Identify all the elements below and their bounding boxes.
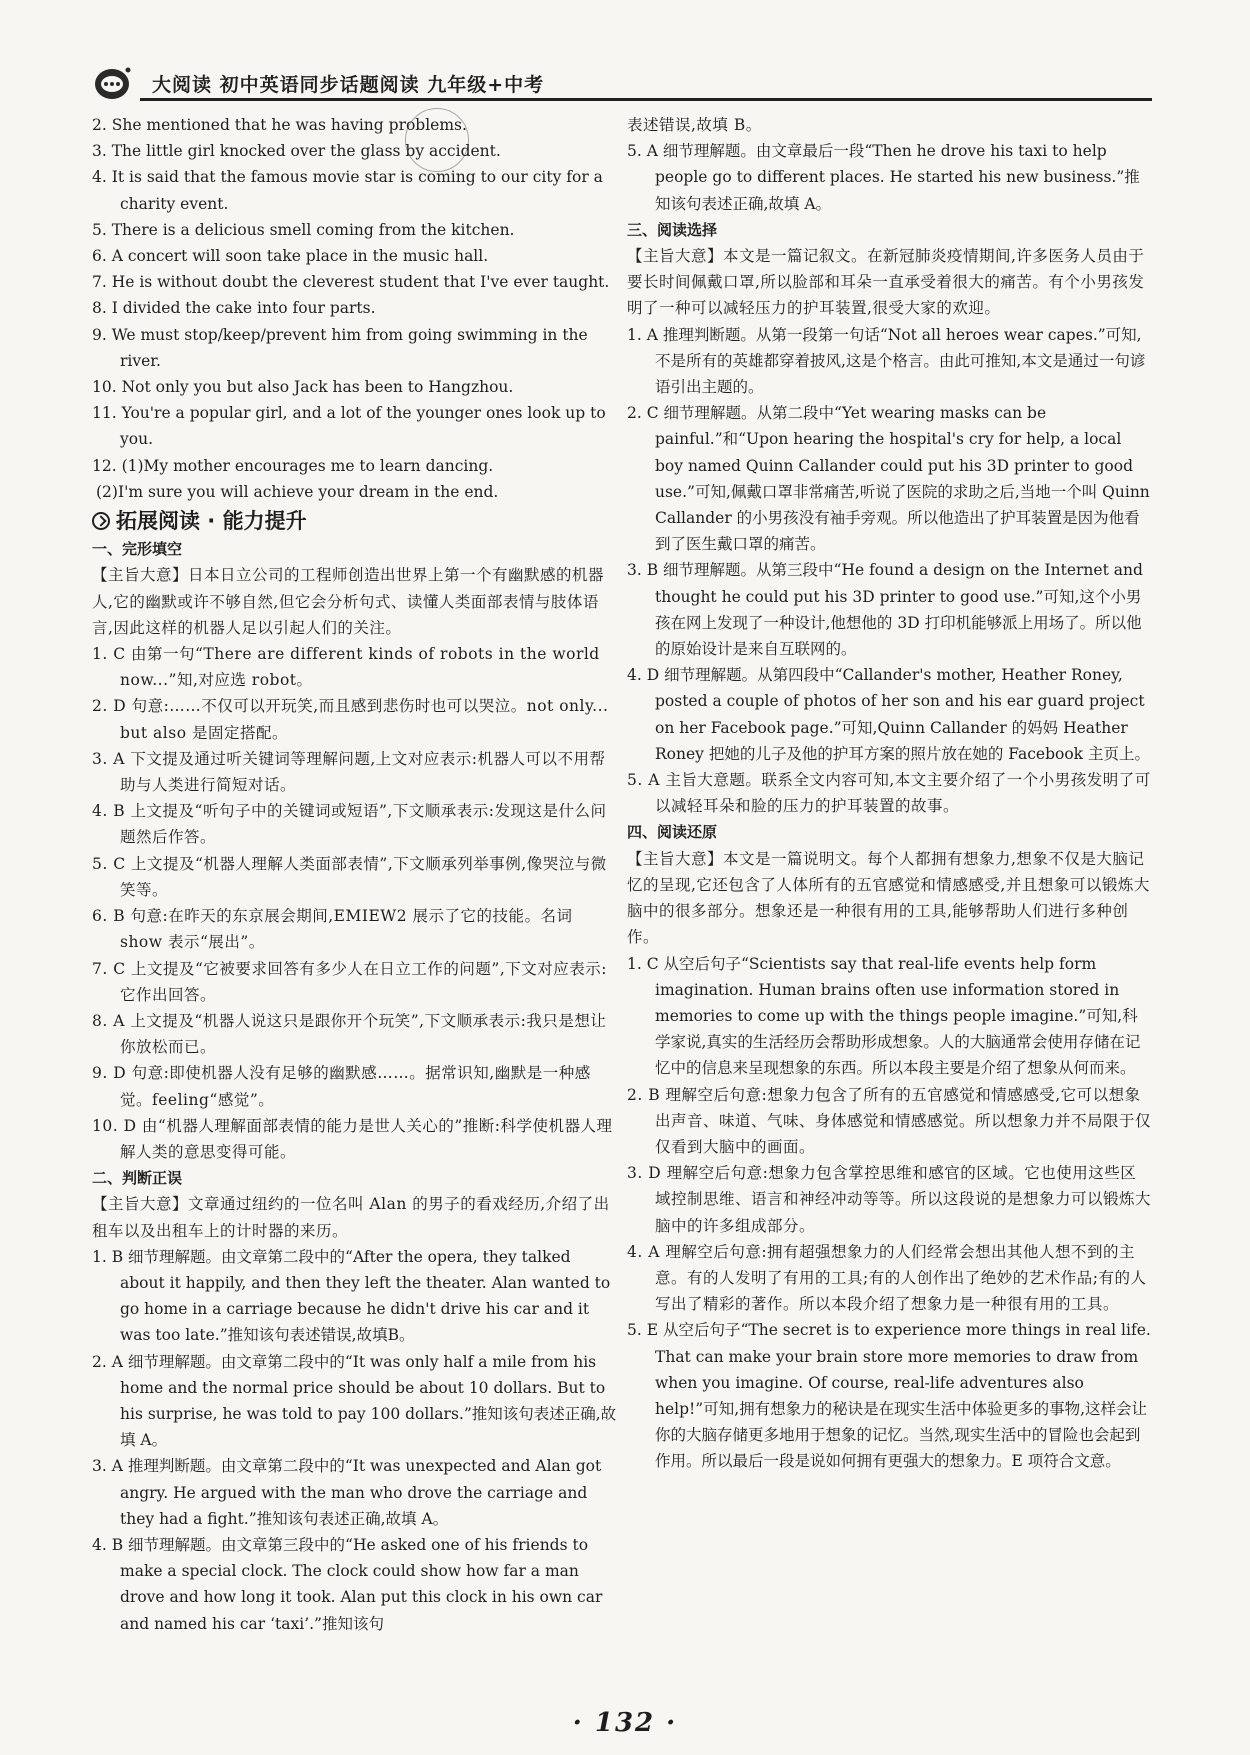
answer-item: 10. Not only you but also Jack has been to Hangzhou.: [92, 378, 514, 397]
answer-item: 5. There is a delicious smell coming from the kitchen.: [92, 220, 515, 239]
answer-item: 12. (1)My mother encourages me to learn dancing.: [92, 456, 494, 475]
answer-item: 3. D 理解空后句意:想象力包含掌控思维和感官的区域。它也使用这些区域控制思维、语言和神经冲动等等。所以这段说的是想象力可以锻炼大脑中的许多组成部分。: [627, 1164, 1152, 1235]
answer-item: 2. D 句意:……不仅可以开玩笑,而且感到悲伤时也可以哭泣。not only... but also 是固定搭配。: [92, 697, 609, 742]
answer-item: (2)I'm sure you will achieve your dream in the end.: [96, 482, 499, 501]
answer-item: 6. B 句意:在昨天的东京展会期间,EMIEW2 展示了它的技能。名词 show 表示“展出”。: [92, 907, 573, 952]
answer-item: 4. A 理解空后句意:拥有超强想象力的人们经常会想出其他人想不到的主意。有的人发明了有用的工具;有的人创作出了绝妙的艺术作品;有的人写出了精彩的著作。所以本段介绍了想象力是一种很有用的工具。: [627, 1242, 1147, 1314]
part-title: 四、阅读还原: [627, 823, 718, 842]
answer-item: 5. A 主旨大意题。联系全文内容可知,本文主要介绍了一个小男孩发明了可以减轻耳朵和脸的压力的护耳装置的故事。: [627, 771, 1151, 816]
answer-item: 3. B 细节理解题。从第三段中“He found a design on the Internet and thought he could put his 3D printer to good use.”可知,这个小男孩在网上发现了一种设计,他想他的 3D 打印机能够派上用场了。所以他的原始设计是来自互联网的。: [627, 561, 1143, 659]
answer-item: 8. A 上文提及“机器人说这只是跟你开个玩笑”,下文顺承表示:我只是想让你放松而已。: [92, 1011, 607, 1057]
answer-item: 1. B 细节理解题。由文章第二段中的“After the opera, they talked about it happily, and then they left the theater. Alan wanted to go home in a carriage because he didn't drive his car and it was too late.”推知该句表述错误,故填B。: [92, 1247, 611, 1345]
answer-item: 3. A 下文提及通过听关键词等理解问题,上文对应表示:机器人可以不用帮助与人类进行简短对话。: [92, 749, 606, 795]
main-idea: 【主旨大意】日本日立公司的工程师创造出世界上第一个有幽默感的机器人,它的幽默或许不够自然,但它会分析句式、读懂人类面部表情与肢体语言,因此这样的机器人足以引起人们的关注。: [92, 566, 605, 637]
answer-item: 1. C 由第一句“There are different kinds of robots in the world now...”知,对应选 robot。: [92, 645, 600, 690]
header-title: 大阅读 初中英语同步话题阅读 九年级+中考: [152, 74, 545, 96]
answer-item: 2. She mentioned that he was having problems.: [92, 116, 467, 134]
section-title: 拓展阅读 · 能力提升: [92, 508, 617, 534]
answer-item: 8. I divided the cake into four parts.: [92, 299, 376, 318]
part-title: 三、阅读选择: [627, 220, 718, 239]
answer-item: 11. You're a popular girl, and a lot of the younger ones look up to you.: [92, 404, 606, 449]
header-rule: [140, 98, 1152, 101]
book-logo-icon: [92, 64, 134, 102]
answer-item: 5. E 从空后句子“The secret is to experience more things in real life. That can make your brain store more memories to draw from when you imagine. Of course, real-life adventures also help!”可知,拥有想象力的秘诀是在现实生活中体验更多的事物,这样会让你的大脑存储更多地用于想象的记忆。当然,现实生活中的冒险也会起到作用。所以最后一段是说如何拥有更强大的想象力。E 项符合文意。: [627, 1321, 1151, 1471]
main-idea: 【主旨大意】文章通过纽约的一位名叫 Alan 的男子的看戏经历,介绍了出租车以及出租车上的计时器的来历。: [92, 1195, 610, 1240]
answer-item: 4. D 细节理解题。从第四段中“Callander's mother, Heather Roney, posted a couple of photos of her son and his ear guard project on her Facebook page.”可知,Quinn Callander 的妈妈 Heather Roney 把她的儿子及他的护耳方案的照片放在她的 Facebook 主页上。: [627, 666, 1150, 763]
part-title: 二、判断正误: [92, 1169, 183, 1188]
main-idea: 【主旨大意】本文是一篇说明文。每个人都拥有想象力,想象不仅是大脑记忆的呈现,它还包含了人体所有的五官感觉和情感感受,并且想象可以锻炼大脑中的很多部分。想象还是一种很有用的工具,能够帮助人们进行多种创作。: [627, 849, 1150, 947]
left-column: [92, 112, 617, 1637]
page-number: · 132 ·: [572, 1708, 678, 1738]
part-title: 一、完形填空: [92, 540, 183, 559]
answer-item: 1. C 从空后句子“Scientists say that real-life events help form imagination. Human brains often use information stored in memories to come up with the things people imagine.”可知,科学家说,真实的生活经历会帮助形成想象。人的大脑通常会使用存储在记忆中的信息来呈现想象的东西。所以本段主要是介绍了想象从何而来。: [627, 954, 1141, 1078]
answer-item: 4. B 上文提及“听句子中的关键词或短语”,下文顺承表示:发现这是什么问题然后作答。: [92, 802, 607, 847]
main-idea: 【主旨大意】本文是一篇记叙文。在新冠肺炎疫情期间,许多医务人员由于要长时间佩戴口罩,所以脸部和耳朵一直承受着很大的痛苦。有个小男孩发明了一种可以减轻压力的护耳装置,很受大家的欢迎。: [627, 247, 1145, 318]
answer-item: 5. C 上文提及“机器人理解人类面部表情”,下文顺承列举事例,像哭泣与微笑等。: [92, 854, 607, 899]
answer-item: 5. A 细节理解题。由文章最后一段“Then he drove his taxi to help people go to different places. He started his new business.”推知该句表述正确,故填 A。: [627, 142, 1140, 213]
answer-item: 9. We must stop/keep/prevent him from going swimming in the river.: [92, 325, 588, 370]
page-header: [92, 62, 1152, 104]
right-column: [627, 112, 1152, 1475]
arrow-circle-icon: [92, 512, 110, 530]
answer-item: 2. B 理解空后句意:想象力包含了所有的五官感觉和情感感受,它可以想象出声音、味道、气味、身体感觉和情感感觉。所以想象力并不局限于仅仅看到大脑中的画面。: [627, 1085, 1152, 1156]
answer-item: 4. It is said that the famous movie star is coming to our city for a charity event.: [92, 168, 603, 213]
answer-item: 7. C 上文提及“它被要求回答有多少人在日立工作的问题”,下文对应表示:它作出回答。: [92, 959, 608, 1004]
answer-item: 9. D 句意:即使机器人没有足够的幽默感……。据常识知,幽默是一种感觉。feeling“感觉”。: [92, 1064, 591, 1109]
answer-item: 2. C 细节理解题。从第二段中“Yet wearing masks can be painful.”和“Upon hearing the hospital's cry for help, a local boy named Quinn Callander could put his 3D printer to good use.”可知,佩戴口罩非常痛苦,听说了医院的求助之后,当地一个叫 Quinn Callander 的小男孩没有袖手旁观。所以他造出了护耳装置是因为他看到了医生戴口罩的痛苦。: [627, 404, 1150, 554]
answer-item: 2. A 细节理解题。由文章第二段中的“It was only half a mile from his home and the normal price should be about 10 dollars. But to his surprise, he was told to pay 100 dollars.”推知该句表述正确,故填 A。: [92, 1352, 617, 1450]
answer-item: 6. A concert will soon take place in the music hall.: [92, 247, 489, 266]
answer-item: 1. A 推理判断题。从第一段第一句话“Not all heroes wear capes.”可知,不是所有的英雄都穿着披风,这是个格言。由此可推知,本文是通过一句谚语引出主题的。: [627, 325, 1146, 397]
answer-item: 3. A 推理判断题。由文章第二段中的“It was unexpected and Alan got angry. He argued with the man who drove the carriage and they had a fight.”推知该句表述正确,故填 A。: [92, 1457, 602, 1528]
answer-item: 4. B 细节理解题。由文章第三段中的“He asked one of his friends to make a special clock. The clock could show how far a man drove and how long it took. Alan put this clock in his own car and named his car ‘taxi’.”推知该句: [92, 1535, 603, 1633]
answer-continuation: 表述错误,故填 B。: [627, 116, 762, 134]
answer-item: 7. He is without doubt the cleverest student that I've ever taught.: [92, 273, 610, 292]
answer-item: 3. The little girl knocked over the glass by accident.: [92, 142, 501, 161]
answer-item: 10. D 由“机器人理解面部表情的能力是世人关心的”推断:科学使机器人理解人类的意思变得可能。: [92, 1116, 613, 1161]
